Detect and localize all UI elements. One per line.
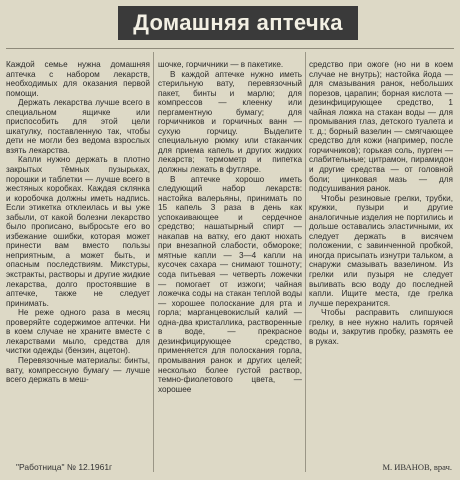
paragraph: В аптечке хорошо иметь следующий набор лекарств: настойка валерьяны, принимать по 15 капель 3 раза в день как успокаивающее и сердечное средство; нашатырный спирт — накапав на ватку, его дают нюхать при внезапной слабости, обмороке; мятные капли — 3—4 капли на кусочек сахара — снимают тошноту; сода питьевая — четверть ложечки — помогает от изжоги; чайная ложечка соды на стакан теплой воды — хорошее полоскание для рта и горла; марганцевокислый калий — одна-два кристаллика, растворенные в воде, — прекрасное дезинфицирующее средство, применяется для полоскания горла, промывания ранок и других целей; несколько более густой раствор, темно-фиолетового цвета, — хорошее	[158, 174, 302, 394]
article-title: Домашняя аптечка	[118, 6, 358, 40]
column-rule-2	[305, 52, 306, 472]
paragraph: Чтобы резиновые грелки, трубки, кружки, пузыри и другие аналогичные изделия не портились и дольше оставались эластичными, их следует держать в висячем положении, с завинченной пробкой, иногда присыпать изнутри тальком, а снаружи смазывать вазелином. Из грелки или пузыря не следует выливать всю воду до последней капли. Ищите места, где грелка лучше перехранится.	[309, 193, 453, 308]
paragraph: Держать лекарства лучше всего в специальном ящичке или приспособить для этой цели шкатулку, поставленную так, чтобы дети не могли без ведома взрослых взять лекарства.	[6, 98, 150, 155]
paragraph: средство при ожоге (но ни в коем случае не внутрь); настойка йода — для смазывания ранок, небольших порезов, царапин; борная кислота — дезинфицирующее средство, 1 чайная ложка на стакан воды — для промывания глаз, детского туалета и т. д.; борный вазелин — смягчающее средство для кожи (например, после горчичников); горькая соль, пурген — слабительные; цитрамон, пирамидон и другие средства — от головной боли; цинковая мазь — для подсушивания ранок.	[309, 60, 453, 194]
article-column-3	[309, 60, 453, 346]
column-rule-1	[153, 52, 154, 472]
title-divider	[6, 48, 454, 49]
article-column-2	[158, 60, 302, 394]
paragraph: В каждой аптечке нужно иметь стерильную вату, перевязочный пакет, бинты и марлю; для компрессов — клеенку или пергаментную бумагу; для горчичников и горчичных ванн — сухую горчицу. Выделите специальную рюмку или стаканчик для приема капель и других жидких лекарств; термометр и пипетка должны лежать в футляре.	[158, 69, 302, 175]
author-signature: М. ИВАНОВ, врач.	[382, 462, 452, 472]
paragraph: Перевязочные материалы: бинты, вату, компрессную бумагу — лучше всего держать в меш-	[6, 355, 150, 385]
paragraph: Не реже одного раза в месяц проверяйте содержимое аптечки. Ни в коем случае не храните вместе с лекарствами мыло, средства для чистки одежды (бензин, ацетон).	[6, 308, 150, 356]
source-caption: "Работница" № 12.1961г	[16, 462, 113, 472]
paragraph: Чтобы расправить слипшуюся грелку, в нее нужно налить горячей воды и, закрутив пробку, размять ее в руках.	[309, 308, 453, 346]
article-column-1	[6, 60, 150, 385]
paragraph: шочке, горчичники — в пакетике.	[158, 60, 284, 69]
paragraph: Каждой семье нужна домашняя аптечка с набором лекарств, необходимых для оказания первой помощи.	[6, 60, 150, 98]
paragraph: Капли нужно держать в плотно закрытых тёмных пузырьках, порошки и таблетки — лучше всего в жестяных коробках. Каждая склянка и коробочка должны иметь надпись. Если этикетка отклеилась и вы уже забыли, от какой болезни лекарство было прописано, выбросьте его во избежание ошибки, которая может принести вам вместо пользы неприятным, а может быть, и опасным последствиям. Микстуры, экстракты, растворы и другие жидкие лекарства, долго простоявшие в аптечке, также не следует принимать.	[6, 155, 150, 308]
